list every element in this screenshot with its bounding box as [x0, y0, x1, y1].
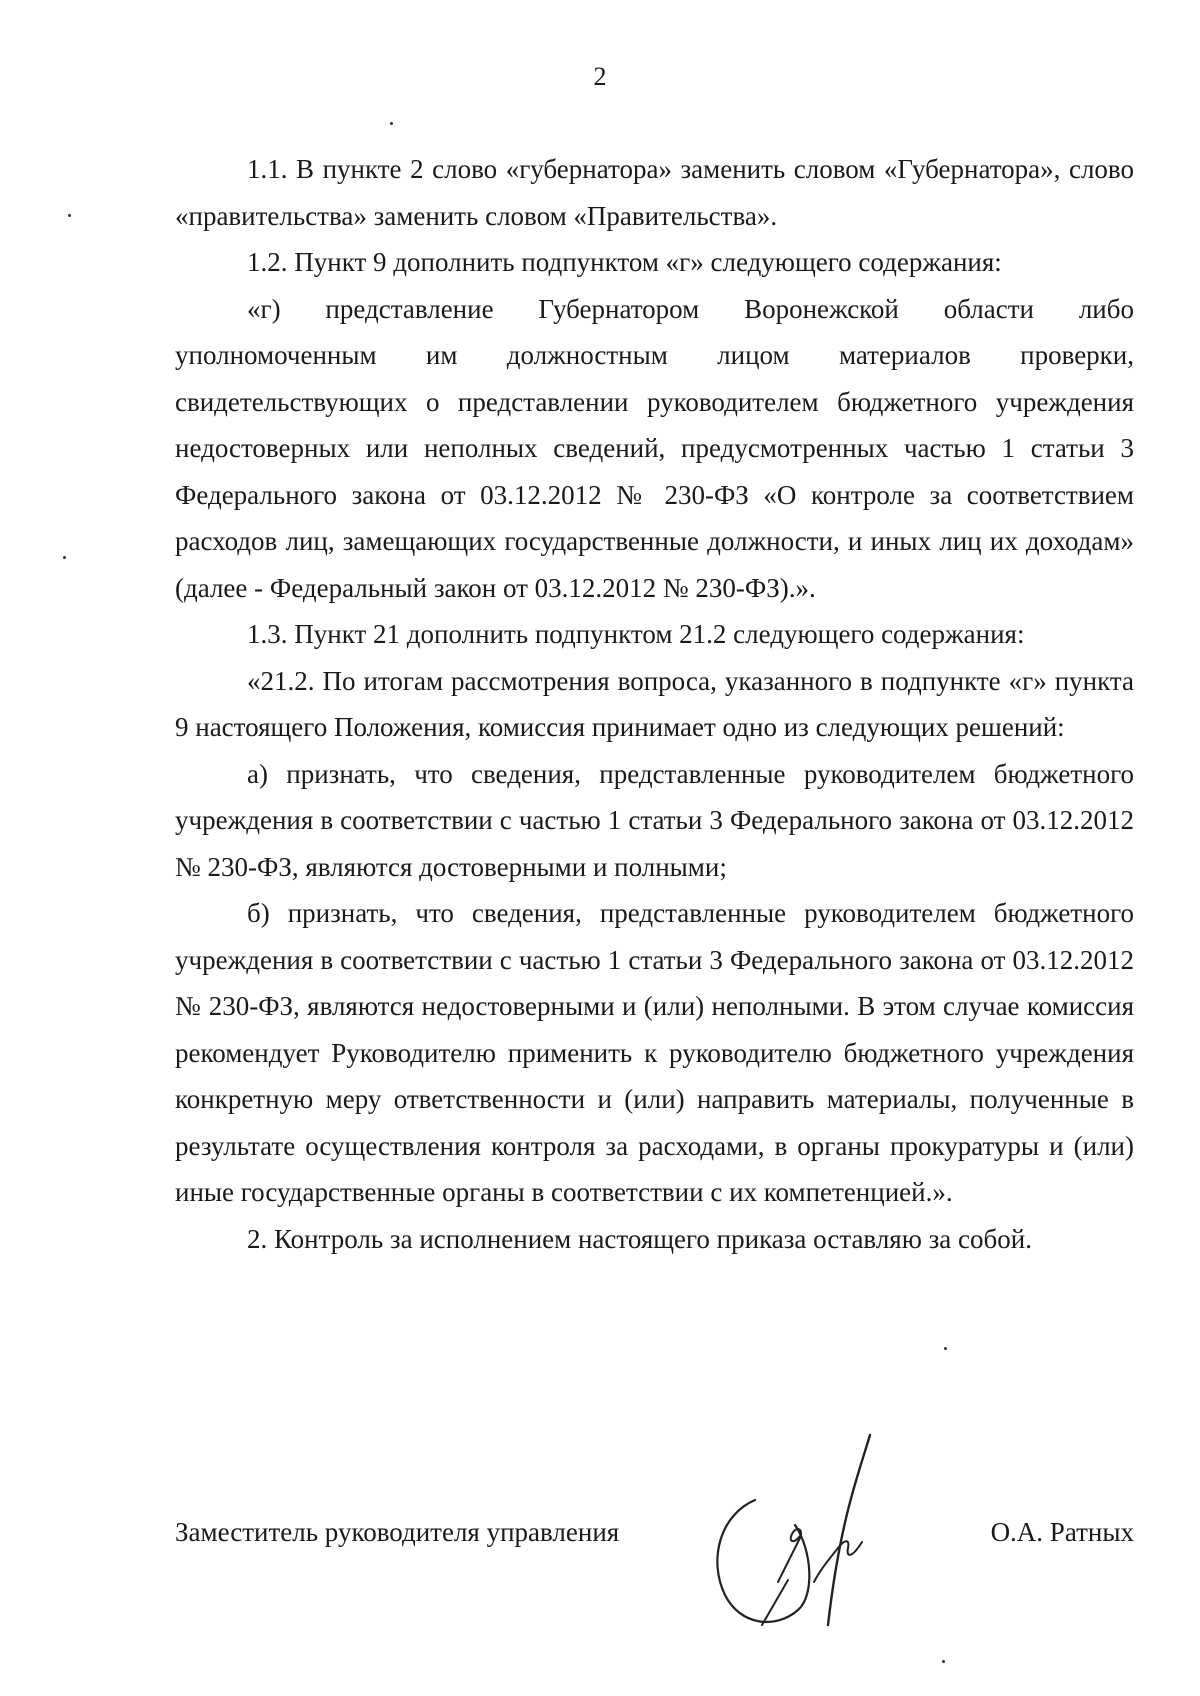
- paragraph-subitem-b: б) признать, что сведения, представленные руководителем бюджетного учреждения в соответствии с частью 1 статьи 3 Федерального закона от 03.12.2012 № 230-ФЗ, являются недостоверными и (или) неполными. В этом случае комиссия рекомендует Руководителю применить к руководителю бюджетного учреждения конкретную меру ответственности и (или) направить материалы, полученные в результате осуществления контроля за расходами, в органы прокуратуры и (или) иные государственные органы в соответствии с их компетенцией.».: [175, 898, 1134, 1207]
- scan-speck: [944, 1347, 947, 1350]
- paragraph-1-3: 1.3. Пункт 21 дополнить подпунктом 21.2 следующего содержания:: [247, 619, 1025, 649]
- document-body: [175, 146, 1134, 1262]
- signer-name: О.А. Ратных: [990, 1517, 1134, 1547]
- paragraph-1-2: 1.2. Пункт 9 дополнить подпунктом «г» следующего содержания:: [247, 247, 1002, 277]
- paragraph-subitem-a: а) признать, что сведения, представленные руководителем бюджетного учреждения в соответствии с частью 1 статьи 3 Федерального закона от 03.12.2012 № 230-ФЗ, являются достоверными и полными;: [175, 758, 1134, 882]
- scan-speck: [942, 1660, 945, 1663]
- paragraph-2: 2. Контроль за исполнением настоящего приказа оставляю за собой.: [247, 1223, 1032, 1254]
- paragraph-21-2: «21.2. По итогам рассмотрения вопроса, указанного в подпункте «г» пункта 9 настоящего Положения, комиссия принимает одно из следующих решений:: [175, 665, 1134, 742]
- page-number: 2: [593, 62, 607, 91]
- handwritten-signature: [700, 1430, 930, 1645]
- scan-speck: [68, 214, 71, 217]
- scan-speck: [390, 122, 393, 125]
- paragraph-1-1: 1.1. В пункте 2 слово «губернатора» заменить словом «Губернатора», слово «правительства» заменить словом «Правительства».: [175, 154, 1134, 231]
- paragraph-1-2-subitem-g: «г) представление Губернатором Воронежской области либо уполномоченным им должностным лицом материалов проверки, свидетельствующих о представлении руководителем бюджетного учреждения недостоверных или неполных сведений, предусмотренных частью 1 статьи 3 Федерального закона от 03.12.2012 № 230-ФЗ «О контроле за соответствием расходов лиц, замещающих государственные должности, и иных лиц их доходам» (далее - Федеральный закон от 03.12.2012 № 230-ФЗ).».: [175, 293, 1134, 603]
- signer-position: Заместитель руководителя управления: [175, 1517, 620, 1547]
- scan-speck: [63, 556, 66, 559]
